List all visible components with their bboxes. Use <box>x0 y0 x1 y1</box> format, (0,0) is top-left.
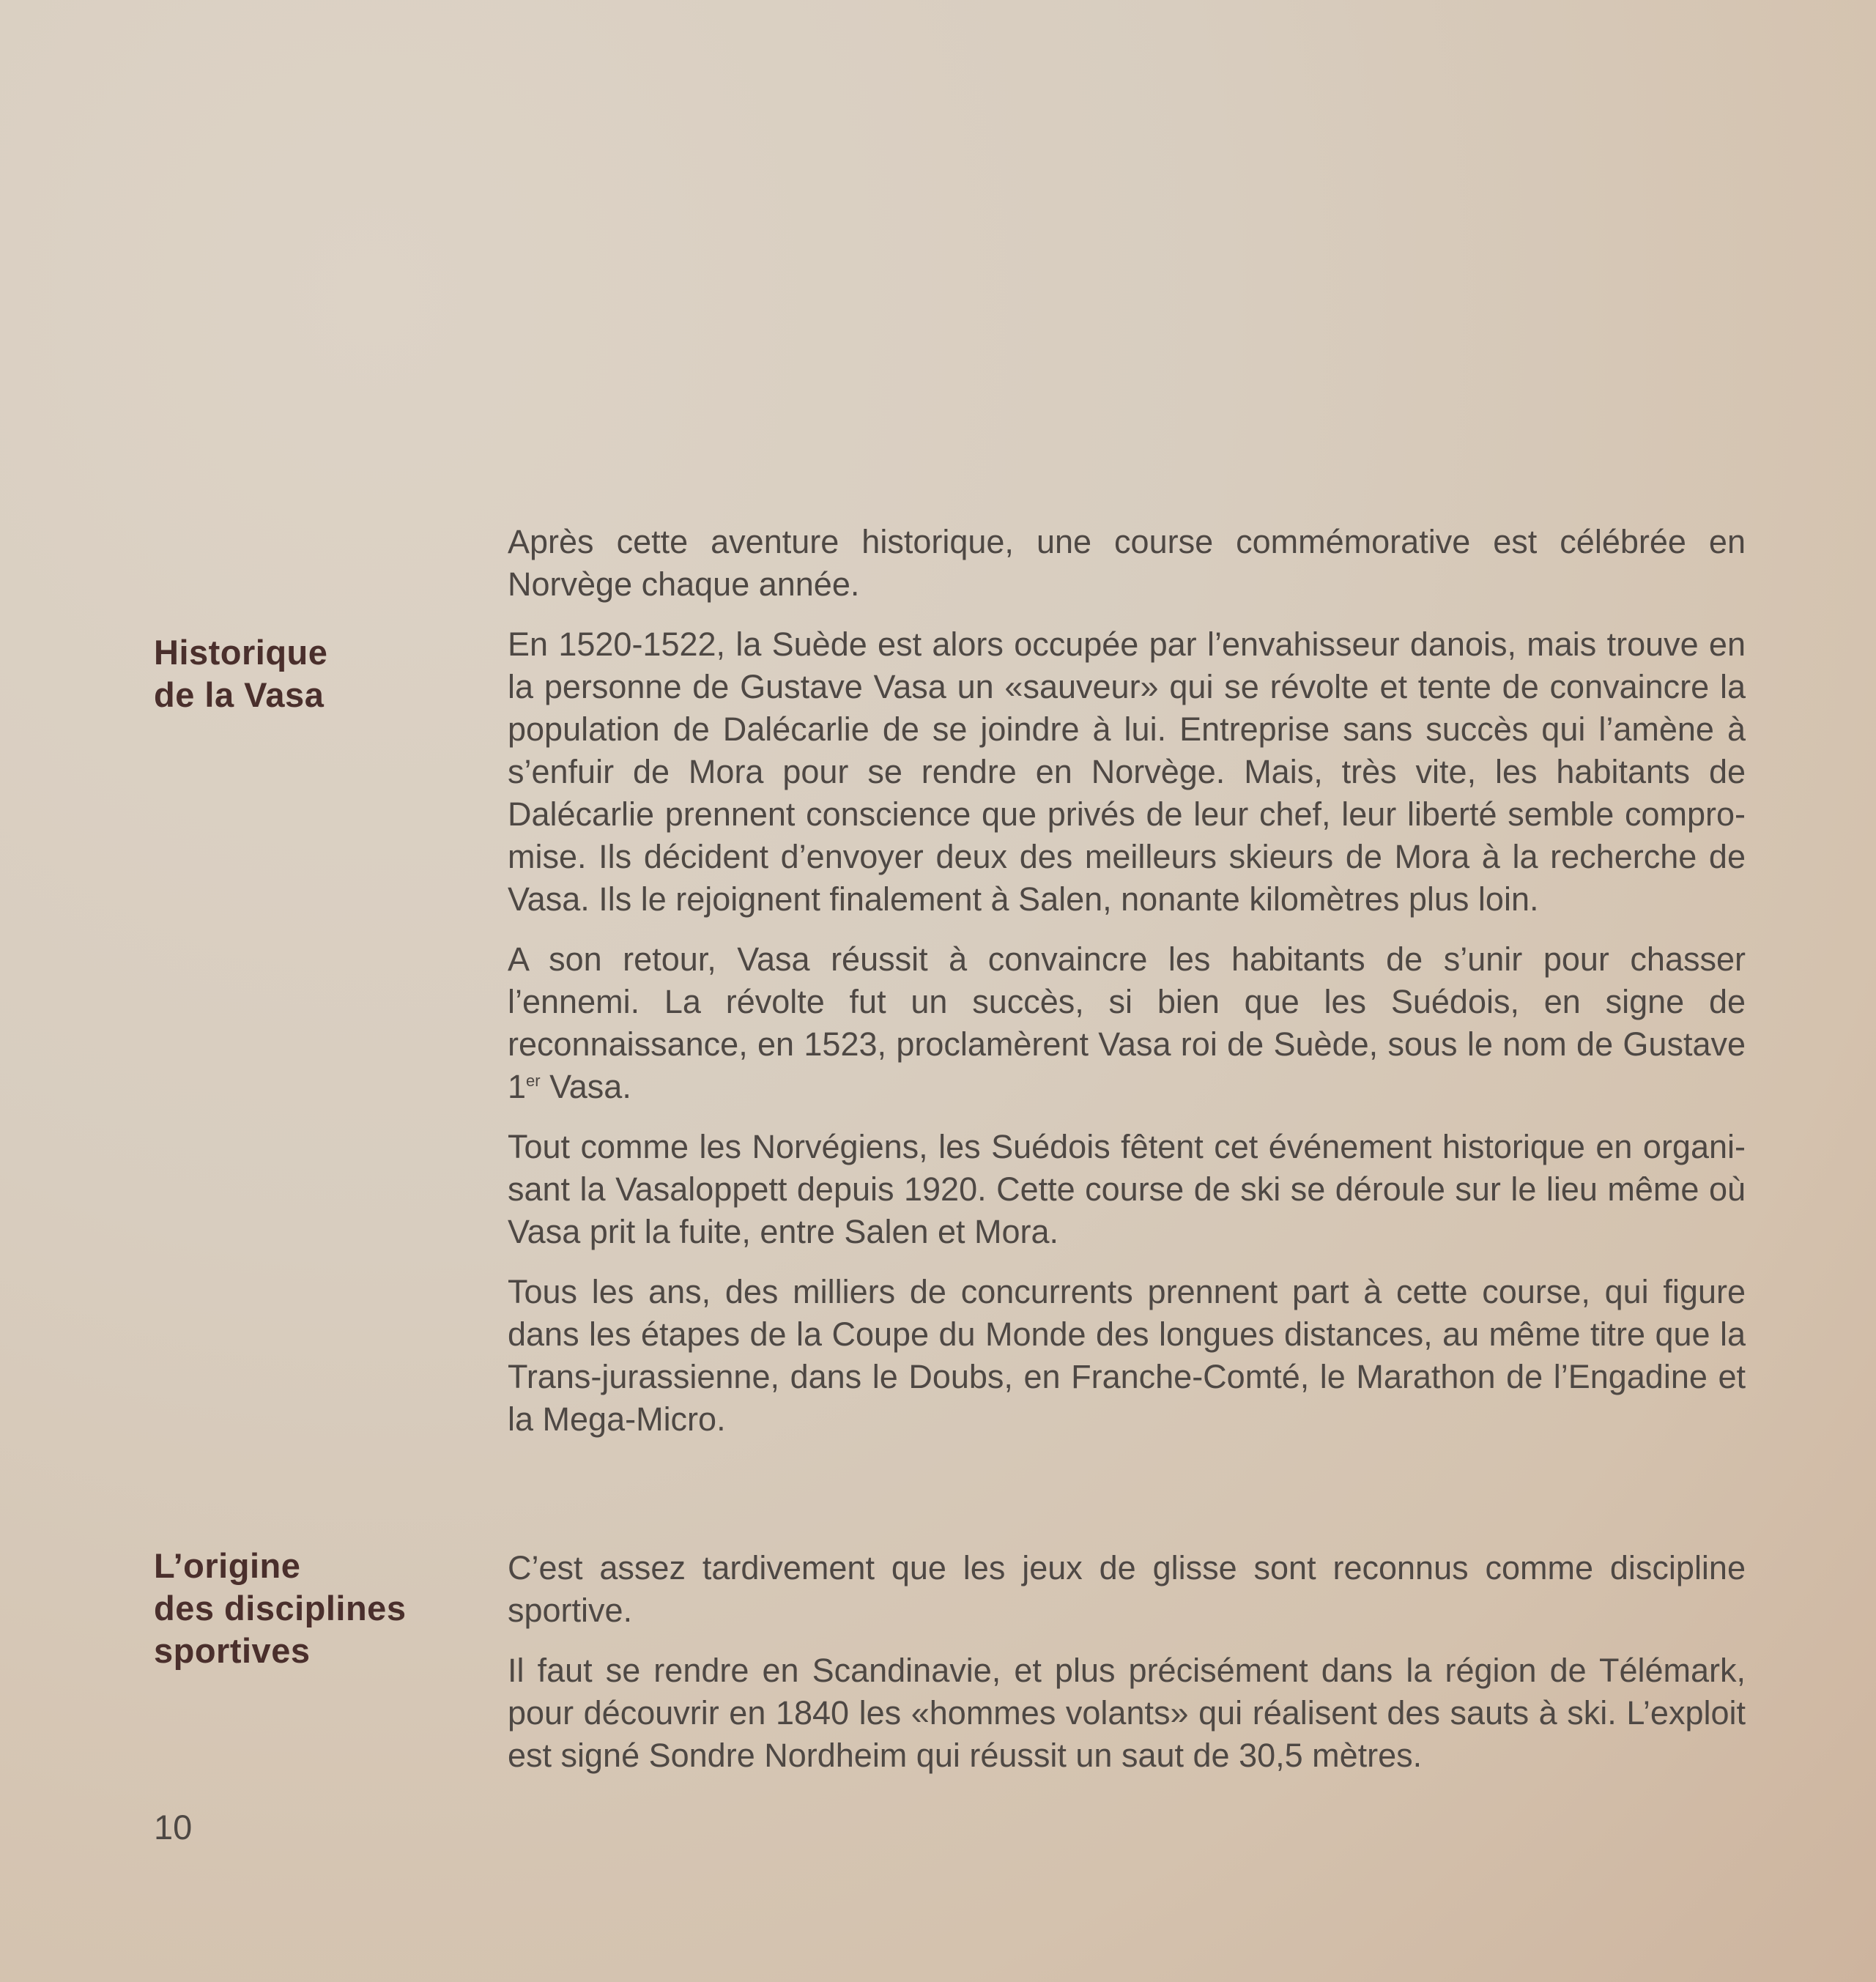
paragraph: En 1520-1522, la Suède est alors occupée par l’envahisseur danois, mais trouve en la personne de Gustave Vasa un «sauveur» qui se révolte et tente de convaincre la population de Dalécarlie de se joindre à lui. Entreprise sans succès qui l’amène à s’enfuir de Mora pour se rendre en Norvège. Mais, très vite, les habitants de Dalécarlie prennent conscience que privés de leur chef, leur liberté semble compro-mise. Ils décident d’envoyer deux des meilleurs skieurs de Mora à la recherche de Vasa. Ils le rejoignent finalement à Salen, nonante kilomètres plus loin. <box>508 626 1746 918</box>
ordinal-superscript: er <box>526 1072 541 1090</box>
section-body-historique <box>508 521 1746 1458</box>
section-heading-origine <box>154 1545 406 1672</box>
paragraph-tail: Vasa. <box>540 1068 631 1105</box>
heading-line: Historique <box>154 633 328 672</box>
section-heading-historique <box>154 631 327 716</box>
paragraph-text: A son retour, Vasa réussit à convaincre les habitants de s’unir pour chasser l’ennemi. La révolte fut un succès, si bien que les Suédois, en signe de reconnaissance, en 1523, proclamèrent Vasa roi de Suède, sous le nom de Gustave 1 <box>508 940 1746 1105</box>
heading-line: de la Vasa <box>154 675 325 714</box>
heading-line: sportives <box>154 1631 311 1670</box>
paragraph: Il faut se rendre en Scandinavie, et plus précisément dans la région de Télémark, pour découvrir en 1840 les «hommes volants» qui réalisent des sauts à ski. L’exploit est signé Sondre Nordheim qui réussit un saut de 30,5 mètres. <box>508 1652 1746 1774</box>
section-body-origine <box>508 1547 1746 1794</box>
page-number: 10 <box>154 1808 193 1846</box>
heading-line: L’origine <box>154 1546 301 1585</box>
paragraph <box>508 938 1746 1108</box>
paragraph: Après cette aventure historique, une course commémorative est célébrée en Norvège chaque année. <box>508 523 1746 603</box>
paragraph: Tout comme les Norvégiens, les Suédois fêtent cet événement historique en organi-sant la Vasaloppett depuis 1920. Cette course de ski se déroule sur le lieu même où Vasa prit la fuite, entre Salen et Mora. <box>508 1128 1746 1250</box>
paragraph: C’est assez tardivement que les jeux de glisse sont reconnus comme discipline sportive. <box>508 1549 1746 1629</box>
paragraph: Tous les ans, des milliers de concurrents prennent part à cette course, qui figure dans les étapes de la Coupe du Monde des longues distances, au même titre que la Trans-jurassienne, dans le Doubs, en Franche-Comté, le Marathon de l’Engadine et la Mega-Micro. <box>508 1273 1746 1438</box>
heading-line: des disciplines <box>154 1589 407 1627</box>
